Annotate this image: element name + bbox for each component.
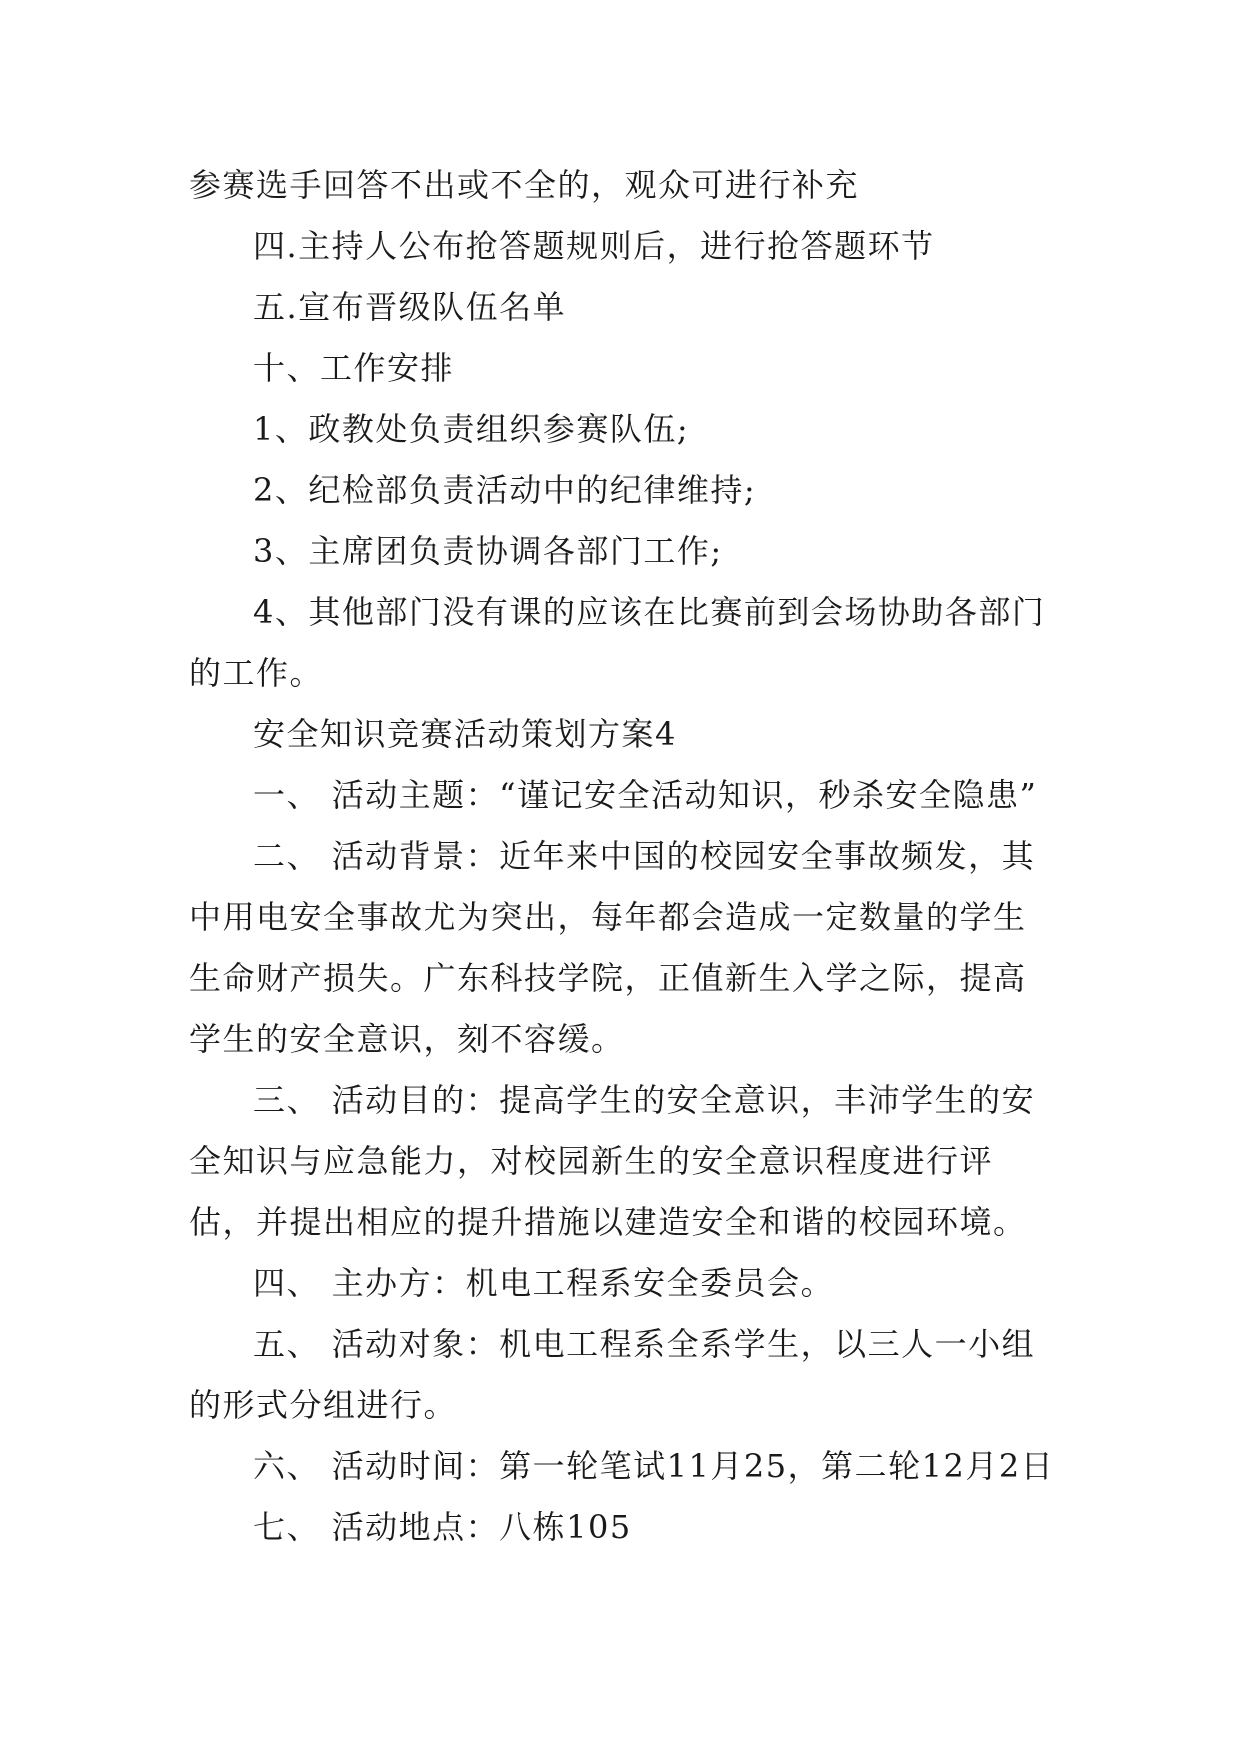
paragraph: 参赛选手回答不出或不全的，观众可进行补充	[189, 166, 860, 204]
paragraph: 五.宣布晋级队伍名单	[253, 288, 567, 326]
paragraph: 六、 活动时间：第一轮笔试11月25，第二轮12月2日	[253, 1447, 1055, 1485]
paragraph: 三、 活动目的：提高学生的安全意识，丰沛学生的安全知识与应急能力，对校园新生的安全意识程度进行评估，并提出相应的提升措施以建造安全和谐的校园环境。	[189, 1081, 1036, 1241]
paragraph: 四.主持人公布抢答题规则后，进行抢答题环节	[253, 227, 935, 265]
list-item: 4、其他部门没有课的应该在比赛前到会场协助各部门的工作。	[189, 593, 1046, 692]
paragraph: 二、 活动背景：近年来中国的校园安全事故频发，其中用电安全事故尤为突出，每年都会造成一定数量的学生生命财产损失。广东科技学院，正值新生入学之际，提高学生的安全意识，刻不容缓。	[189, 837, 1036, 1058]
paragraph: 五、 活动对象：机电工程系全系学生，以三人一小组的形式分组进行。	[189, 1325, 1036, 1424]
list-item: 1、政教处负责组织参赛队伍;	[253, 410, 690, 448]
document-subtitle: 安全知识竞赛活动策划方案4	[253, 715, 677, 753]
section-heading: 十、工作安排	[253, 349, 455, 387]
paragraph: 一、 活动主题：“谨记安全活动知识，秒杀安全隐患”	[253, 776, 1038, 814]
paragraph: 四、 主办方：机电工程系安全委员会。	[253, 1264, 835, 1302]
list-item: 3、主席团负责协调各部门工作;	[253, 532, 723, 570]
list-item: 2、纪检部负责活动中的纪律维持;	[253, 471, 757, 509]
document-body	[189, 155, 1059, 1558]
paragraph: 七、 活动地点：八栋105	[253, 1508, 632, 1546]
